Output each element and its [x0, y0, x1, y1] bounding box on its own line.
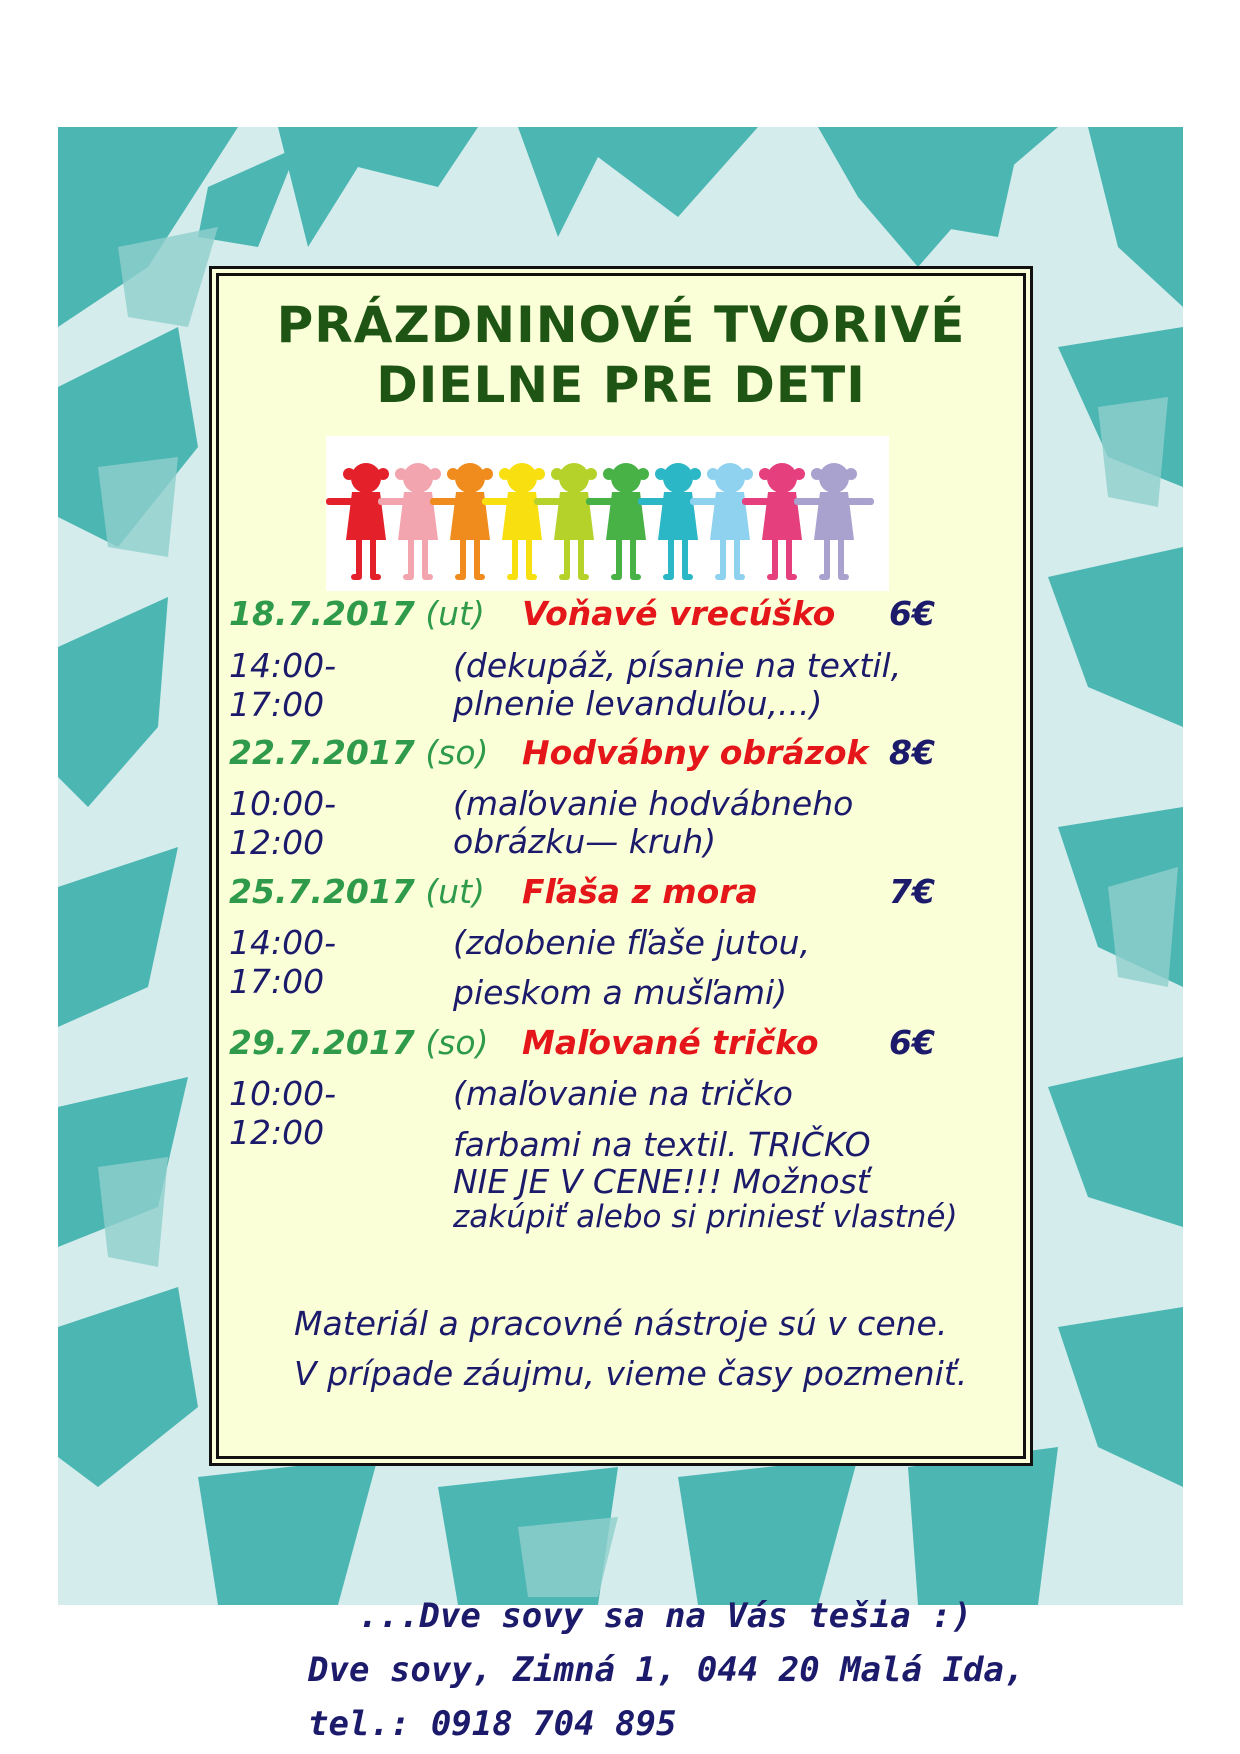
- workshop-desc-line: (zdobenie fľaše jutou,: [453, 923, 811, 962]
- workshop-name: Maľované tričko: [522, 1023, 819, 1062]
- workshop-name: Voňavé vrecúško: [522, 594, 836, 633]
- workshop-desc-line: (maľovanie hodvábneho: [453, 784, 854, 823]
- footer-address: Dve sovy, Zimná 1, 044 20 Malá Ida,: [308, 1650, 1025, 1690]
- child-figure-icon: [586, 463, 666, 580]
- workshop-desc-line: (maľovanie na tričko: [453, 1074, 793, 1113]
- workshop-price: 6€: [889, 594, 935, 633]
- child-figure-icon: [638, 463, 718, 580]
- workshop-desc-line: pieskom a mušľami): [453, 973, 788, 1012]
- title-line-1: PRÁZDNINOVÉ TVORIVÉ: [276, 296, 966, 354]
- workshop-price: 6€: [889, 1023, 935, 1062]
- workshop-desc-line: obrázku— kruh): [453, 822, 717, 861]
- child-figure-icon: [690, 463, 770, 580]
- workshop-price: 8€: [889, 733, 935, 772]
- workshop-date: 25.7.2017: [229, 872, 415, 911]
- footer-greeting: ...Dve sovy sa na Vás tešia :): [358, 1596, 973, 1636]
- workshop-time: 10:00-12:00: [229, 1074, 337, 1152]
- child-figure-icon: [482, 463, 562, 580]
- workshop-1: [229, 594, 485, 633]
- workshop-day: (ut): [425, 872, 485, 911]
- workshop-desc-line: (dekupáž, písanie na textil,: [453, 646, 902, 685]
- workshop-4: [229, 1023, 488, 1062]
- child-figure-icon: [326, 463, 406, 580]
- workshop-desc-line: farbami na textil. TRIČKO: [453, 1125, 871, 1164]
- workshop-day: (so): [425, 733, 489, 772]
- workshop-date: 29.7.2017: [229, 1023, 415, 1062]
- workshop-name: Fľaša z mora: [522, 872, 758, 911]
- child-figure-icon: [430, 463, 510, 580]
- workshop-name: Hodvábny obrázok: [522, 733, 869, 772]
- child-figure-icon: [742, 463, 822, 580]
- title-line-2: DIELNE PRE DETI: [376, 356, 866, 414]
- child-figure-icon: [378, 463, 458, 580]
- workshop-date: 18.7.2017: [229, 594, 415, 633]
- workshop-day: (so): [425, 1023, 489, 1062]
- workshop-card: [209, 266, 1033, 1466]
- workshop-price: 7€: [889, 872, 935, 911]
- workshop-time: 14:00-17:00: [229, 923, 337, 1001]
- note-times: V prípade záujmu, vieme časy pozmeniť.: [294, 1354, 968, 1393]
- workshop-time: 10:00-12:00: [229, 784, 337, 862]
- workshop-3: [229, 872, 485, 911]
- note-materials: Materiál a pracovné nástroje sú v cene.: [294, 1304, 948, 1343]
- workshop-desc-line: NIE JE V CENE!!! Možnosť: [453, 1162, 870, 1201]
- footer-phone: tel.: 0918 704 895: [308, 1704, 677, 1744]
- paper-children-chain-icon: [326, 436, 889, 591]
- workshop-date: 22.7.2017: [229, 733, 415, 772]
- workshop-time: 14:00-17:00: [229, 646, 337, 724]
- workshop-desc-line: zakúpiť alebo si priniesť vlastné): [453, 1199, 958, 1235]
- workshop-desc-line: plnenie levanduľou,...): [453, 684, 823, 723]
- workshop-day: (ut): [425, 594, 485, 633]
- child-figure-icon: [794, 463, 874, 580]
- workshop-2: [229, 733, 488, 772]
- child-figure-icon: [534, 463, 614, 580]
